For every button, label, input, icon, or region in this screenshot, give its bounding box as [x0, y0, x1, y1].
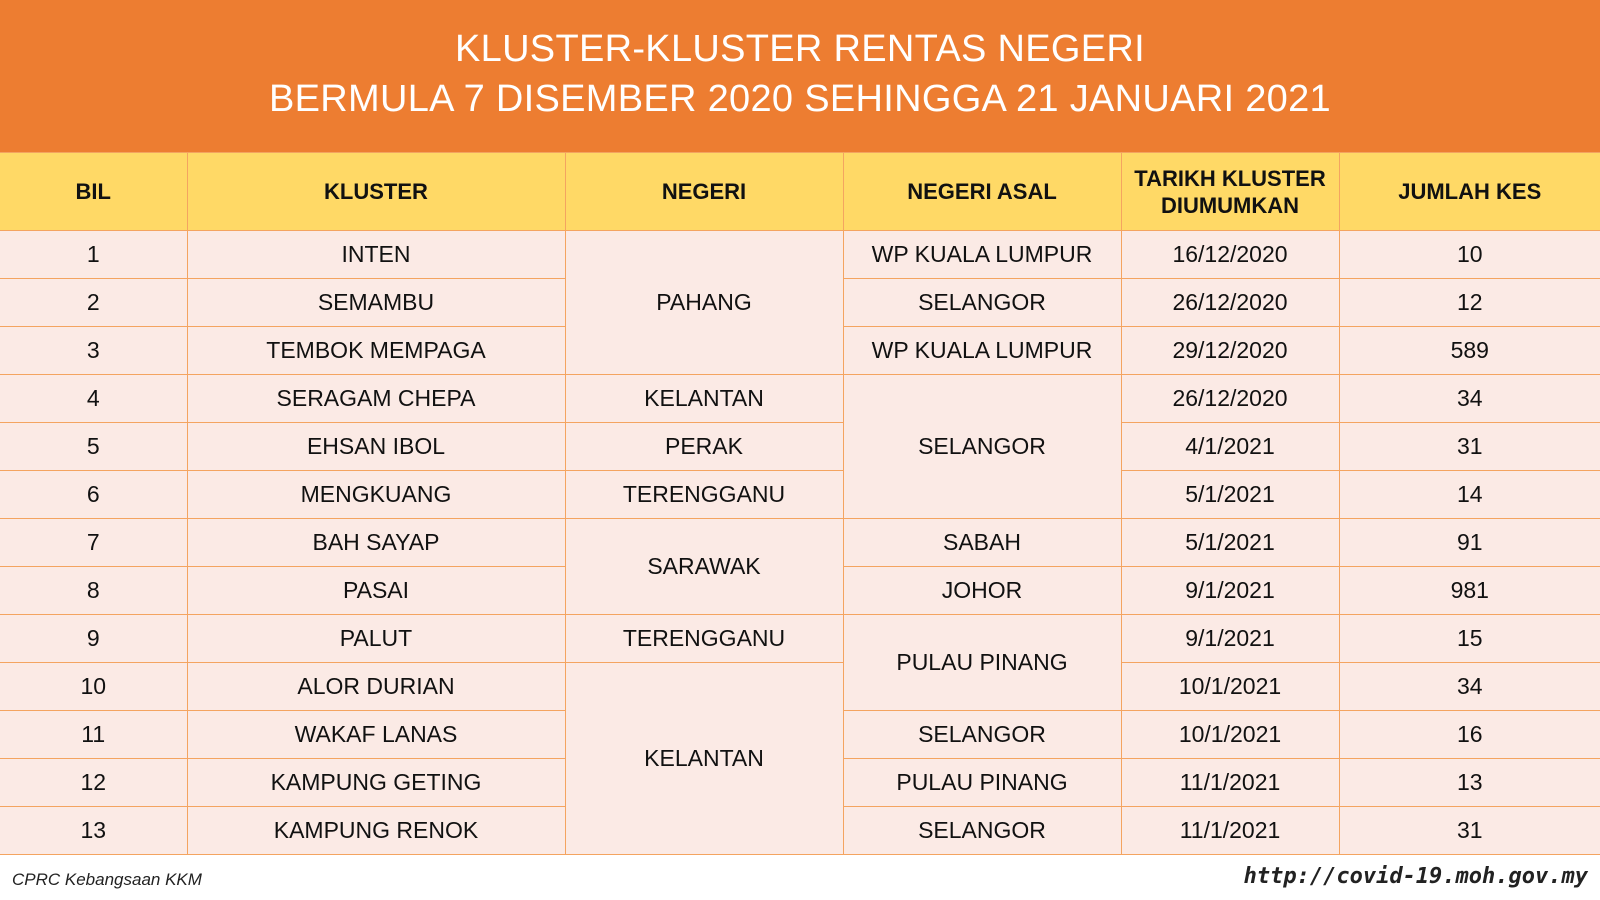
cell-negeri-asal: SABAH — [843, 519, 1121, 567]
cell-kluster: PASAI — [187, 567, 565, 615]
page-title: KLUSTER-KLUSTER RENTAS NEGERI — [454, 28, 1145, 70]
table-row — [0, 375, 1600, 423]
header-jumlah: JUMLAH KES — [1339, 153, 1600, 231]
cell-bil: 5 — [0, 423, 187, 471]
cell-jumlah: 91 — [1339, 519, 1600, 567]
cell-jumlah: 31 — [1339, 807, 1600, 855]
cell-jumlah: 34 — [1339, 375, 1600, 423]
header-negeri-asal: NEGERI ASAL — [843, 153, 1121, 231]
cell-jumlah: 31 — [1339, 423, 1600, 471]
page-subtitle: BERMULA 7 DISEMBER 2020 SEHINGGA 21 JANUARI 2021 — [269, 78, 1331, 120]
cell-jumlah: 14 — [1339, 471, 1600, 519]
cell-kluster: SEMAMBU — [187, 279, 565, 327]
cell-jumlah: 13 — [1339, 759, 1600, 807]
cell-bil: 6 — [0, 471, 187, 519]
cell-bil: 4 — [0, 375, 187, 423]
cell-tarikh: 5/1/2021 — [1121, 471, 1339, 519]
cell-bil: 9 — [0, 615, 187, 663]
cluster-table — [0, 152, 1600, 855]
cell-tarikh: 11/1/2021 — [1121, 807, 1339, 855]
cell-bil: 10 — [0, 663, 187, 711]
cell-kluster: ALOR DURIAN — [187, 663, 565, 711]
cell-bil: 7 — [0, 519, 187, 567]
cell-kluster: TEMBOK MEMPAGA — [187, 327, 565, 375]
cell-bil: 11 — [0, 711, 187, 759]
cell-bil: 13 — [0, 807, 187, 855]
cell-negeri-asal: PULAU PINANG — [843, 615, 1121, 711]
header-tarikh-line2: DIUMUMKAN — [1160, 192, 1300, 218]
table-row — [0, 615, 1600, 663]
cell-tarikh: 16/12/2020 — [1121, 231, 1339, 279]
table-row — [0, 231, 1600, 279]
cell-negeri-asal: WP KUALA LUMPUR — [843, 231, 1121, 279]
cell-jumlah: 981 — [1339, 567, 1600, 615]
cell-tarikh: 9/1/2021 — [1121, 567, 1339, 615]
header-tarikh-line1: TARIKH KLUSTER — [1134, 165, 1326, 191]
cell-negeri-asal: SELANGOR — [843, 375, 1121, 519]
cell-negeri: PERAK — [565, 423, 843, 471]
cell-tarikh: 10/1/2021 — [1121, 711, 1339, 759]
header-tarikh — [1121, 153, 1339, 231]
cell-jumlah: 15 — [1339, 615, 1600, 663]
cell-negeri-asal: SELANGOR — [843, 807, 1121, 855]
table-row — [0, 423, 1600, 471]
cell-jumlah: 10 — [1339, 231, 1600, 279]
source-credit: CPRC Kebangsaan KKM — [12, 870, 202, 889]
cell-tarikh: 26/12/2020 — [1121, 279, 1339, 327]
cell-tarikh: 10/1/2021 — [1121, 663, 1339, 711]
cell-jumlah: 12 — [1339, 279, 1600, 327]
table-row — [0, 519, 1600, 567]
cell-negeri: TERENGGANU — [565, 615, 843, 663]
header-negeri: NEGERI — [565, 153, 843, 231]
table-row — [0, 471, 1600, 519]
cell-negeri: KELANTAN — [565, 375, 843, 423]
cell-negeri: KELANTAN — [565, 663, 843, 855]
cell-negeri-asal: PULAU PINANG — [843, 759, 1121, 807]
cell-tarikh: 29/12/2020 — [1121, 327, 1339, 375]
title-banner — [0, 0, 1600, 152]
cell-kluster: BAH SAYAP — [187, 519, 565, 567]
cell-jumlah: 589 — [1339, 327, 1600, 375]
cell-bil: 2 — [0, 279, 187, 327]
cell-bil: 3 — [0, 327, 187, 375]
source-url: http://covid-19.moh.gov.my — [1243, 864, 1588, 889]
cell-negeri: SARAWAK — [565, 519, 843, 615]
cell-tarikh: 11/1/2021 — [1121, 759, 1339, 807]
cell-negeri: TERENGGANU — [565, 471, 843, 519]
cell-kluster: PALUT — [187, 615, 565, 663]
cell-kluster: WAKAF LANAS — [187, 711, 565, 759]
cell-tarikh: 26/12/2020 — [1121, 375, 1339, 423]
cell-kluster: KAMPUNG RENOK — [187, 807, 565, 855]
cell-negeri-asal: SELANGOR — [843, 279, 1121, 327]
cell-jumlah: 34 — [1339, 663, 1600, 711]
cell-kluster: MENGKUANG — [187, 471, 565, 519]
cell-jumlah: 16 — [1339, 711, 1600, 759]
table-row — [0, 663, 1600, 711]
cell-tarikh: 4/1/2021 — [1121, 423, 1339, 471]
cell-negeri-asal: JOHOR — [843, 567, 1121, 615]
table-header-row — [0, 153, 1600, 231]
header-kluster: KLUSTER — [187, 153, 565, 231]
cell-kluster: SERAGAM CHEPA — [187, 375, 565, 423]
cell-kluster: EHSAN IBOL — [187, 423, 565, 471]
cell-bil: 8 — [0, 567, 187, 615]
cell-negeri-asal: WP KUALA LUMPUR — [843, 327, 1121, 375]
cell-kluster: KAMPUNG GETING — [187, 759, 565, 807]
header-bil: BIL — [0, 153, 187, 231]
cell-bil: 12 — [0, 759, 187, 807]
cell-negeri: PAHANG — [565, 231, 843, 375]
cell-bil: 1 — [0, 231, 187, 279]
cell-tarikh: 5/1/2021 — [1121, 519, 1339, 567]
cell-kluster: INTEN — [187, 231, 565, 279]
cell-negeri-asal: SELANGOR — [843, 711, 1121, 759]
cell-tarikh: 9/1/2021 — [1121, 615, 1339, 663]
